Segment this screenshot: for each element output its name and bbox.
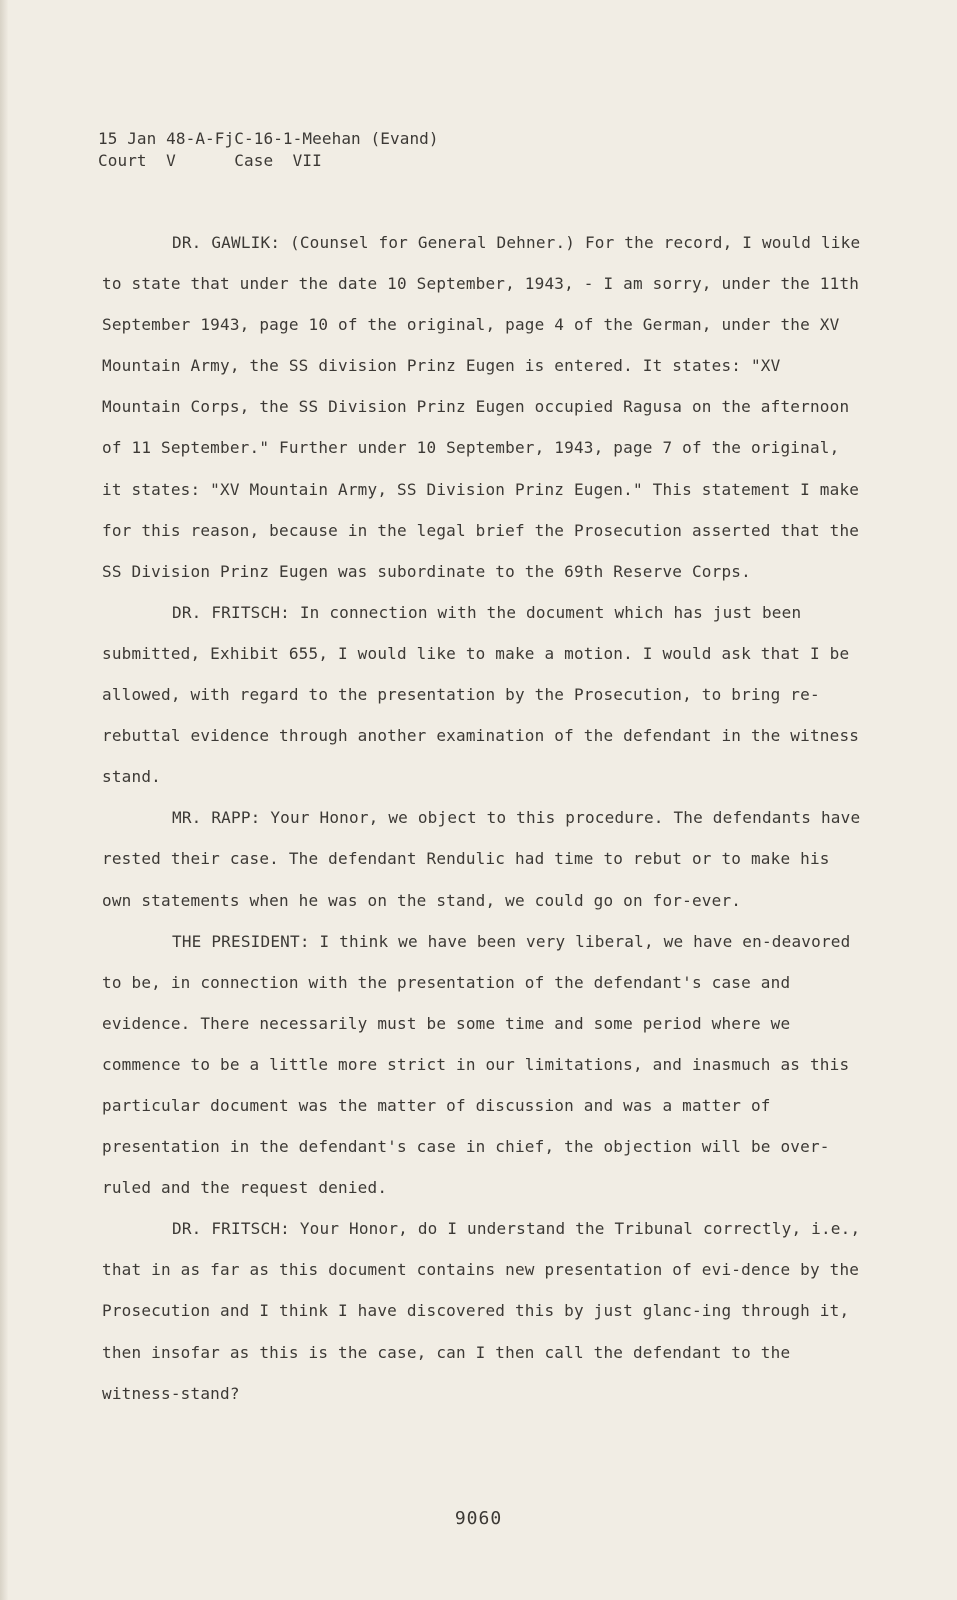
paragraph-rapp-objection: MR. RAPP: Your Honor, we object to this procedure. The defendants have rested their case. The defendant Rendulic had time to rebut or to make his own statements when he was on the stand, we could go on for-ever. [102,808,861,910]
page-edge-shadow [0,0,8,1600]
paragraph-president-ruling: THE PRESIDENT: I think we have been very liberal, we have en-deavored to be, in connection with the presentation of the defendant's case and evidence. There necessarily must be some time and some period where we commence to be a little more strict in our limitations, and inasmuch as this particular document was the matter of discussion and was a matter of presentation in the defendant's case in chief, the objection will be over-ruled and the request denied. [102,931,851,1198]
header-transcript-id: 15 Jan 48-A-FjC-16-1-Meehan (Evand) [98,129,439,148]
transcript-body [102,222,862,1414]
document-header [98,128,439,172]
header-court-case: Court V Case VII [98,151,322,170]
paragraph-fritsch-motion: DR. FRITSCH: In connection with the document which has just been submitted, Exhibit 655, I would like to make a motion. I would ask that I be allowed, with regard to the presentation by the Prosecution, to bring re-rebuttal evidence through another examination of the defendant in the witness stand. [102,602,860,787]
paragraph-fritsch-question: DR. FRITSCH: Your Honor, do I understand the Tribunal correctly, i.e., that in as far as this document contains new presentation of evi-dence by the Prosecution and I think I have discovered this by just glanc-ing through it, then insofar as this is the case, can I then call the defendant to the witness-stand? [102,1219,861,1403]
paragraph-gawlik-statement: DR. GAWLIK: (Counsel for General Dehner.) For the record, I would like to state that under the date 10 September, 1943, - I am sorry, under the 11th September 1943, page 10 of the original, page 4 of the German, under the XV Mountain Army, the SS division Prinz Eugen is entered. It states: "XV Mountain Corps, the SS Division Prinz Eugen occupied Ragusa on the afternoon of 11 September." Further under 10 September, 1943, page 7 of the original, it states: "XV Mountain Army, SS Division Prinz Eugen." This statement I make for this reason, because in the legal brief the Prosecution asserted that the SS Division Prinz Eugen was subordinate to the 69th Reserve Corps. [102,233,861,581]
page-number: 9060 [454,1508,503,1529]
